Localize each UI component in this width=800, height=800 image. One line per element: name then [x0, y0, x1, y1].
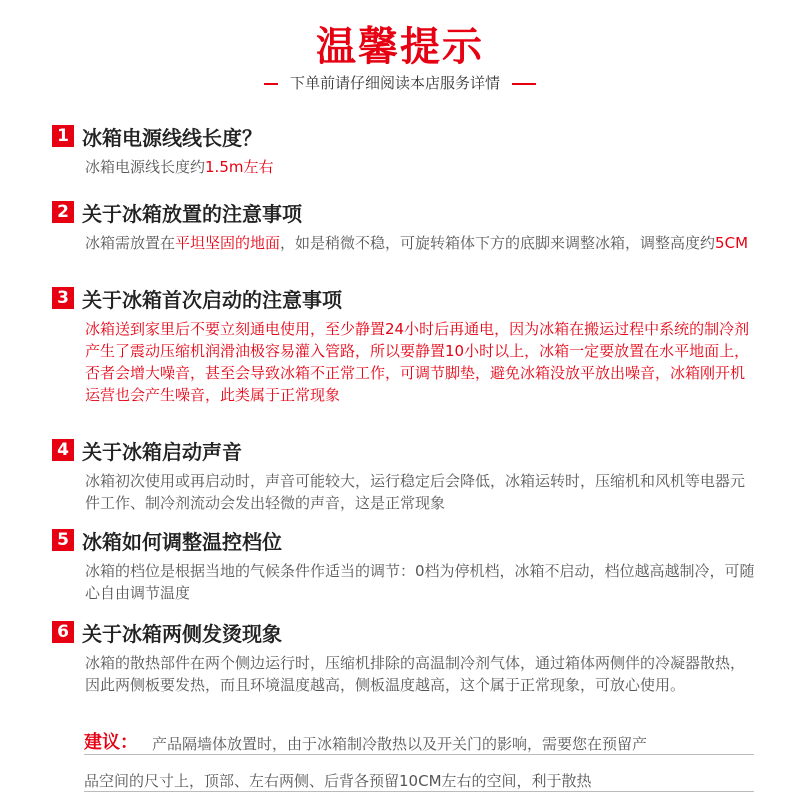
body-text-highlight: 5CM — [715, 234, 749, 252]
section-number-badge: 4 — [52, 439, 74, 461]
section-heading: 关于冰箱启动声音 — [82, 439, 242, 464]
section-number-badge: 1 — [52, 125, 74, 147]
subtitle-dash-left — [264, 83, 278, 85]
subtitle-dash-right — [512, 83, 536, 85]
section-heading: 冰箱电源线线长度？ — [82, 125, 262, 150]
body-text-highlight: 平坦坚固的地面 — [175, 234, 281, 252]
body-text: 冰箱需放置在 — [85, 234, 176, 252]
section-body — [85, 560, 755, 604]
section-placement — [52, 198, 752, 254]
advice-line-1 — [84, 722, 754, 755]
advice-text: 品空间的尺寸上，顶部、左右两侧、后背各预留10CM左右的空间，利于散热 — [84, 772, 592, 790]
section-number-badge: 5 — [52, 529, 74, 551]
section-body — [85, 232, 755, 254]
section-side-heat — [52, 618, 752, 696]
section-heading: 关于冰箱放置的注意事项 — [82, 201, 302, 226]
section-heading: 关于冰箱首次启动的注意事项 — [82, 287, 342, 312]
advice-box — [84, 722, 754, 792]
advice-label: 建议： — [84, 732, 138, 753]
section-number-badge: 6 — [52, 621, 74, 643]
body-text: ，如是稍微不稳，可旋转箱体下方的底脚来调整冰箱，调整高度约 — [280, 234, 716, 252]
section-body — [85, 156, 755, 178]
section-number-badge: 2 — [52, 201, 74, 223]
body-text-highlight: 1.5m左右 — [205, 158, 274, 176]
section-body — [85, 318, 755, 406]
advice-line-2 — [84, 755, 754, 792]
section-heading: 关于冰箱两侧发烫现象 — [82, 621, 282, 646]
body-text-highlight: 冰箱送到家里后不要立刻通电使用，至少静置24小时后再通电，因为冰箱在搬运过程中系统的制冷剂产生了震动压缩机润滑油极容易灌入管路，所以要静置10小时以上，冰箱一定要放置在水平地面上，否者会增大噪音，甚至会导致冰箱不正常工作，可调节脚垫，避免冰箱没放平放出噪音，冰箱刚开机运营也会产生噪音，此类属于正常现象 — [85, 320, 750, 404]
section-start-sound — [52, 436, 752, 514]
section-number-badge: 3 — [52, 287, 74, 309]
section-power-cord — [52, 122, 752, 178]
section-heading: 冰箱如何调整温控档位 — [82, 529, 282, 554]
section-body — [85, 470, 755, 514]
section-first-start — [52, 284, 752, 406]
section-body — [85, 652, 755, 696]
body-text: 冰箱电源线长度约 — [85, 158, 206, 176]
page-subtitle — [0, 72, 800, 94]
subtitle-text: 下单前请仔细阅读本店服务详情 — [289, 74, 500, 92]
body-text: 冰箱初次使用或再启动时，声音可能较大，运行稳定后会降低，冰箱运转时，压缩机和风机等电器元件工作、制冷剂流动会发出轻微的声音，这是正常现象 — [85, 472, 746, 512]
body-text: 冰箱的档位是根据当地的气候条件作适当的调节：0档为停机档，冰箱不启动，档位越高越制冷，可随心自由调节温度 — [85, 562, 755, 602]
body-text: 冰箱的散热部件在两个侧边运行时，压缩机排除的高温制冷剂气体，通过箱体两侧伴的冷凝器散热，因此两侧板要发热，而且环境温度越高，侧板温度越高，这个属于正常现象，可放心使用。 — [85, 654, 746, 694]
section-temperature-control — [52, 526, 755, 604]
advice-text: 产品隔墙体放置时，由于冰箱制冷散热以及开关门的影响，需要您在预留产 — [152, 735, 648, 753]
page-title: 温馨提示 — [316, 24, 484, 70]
